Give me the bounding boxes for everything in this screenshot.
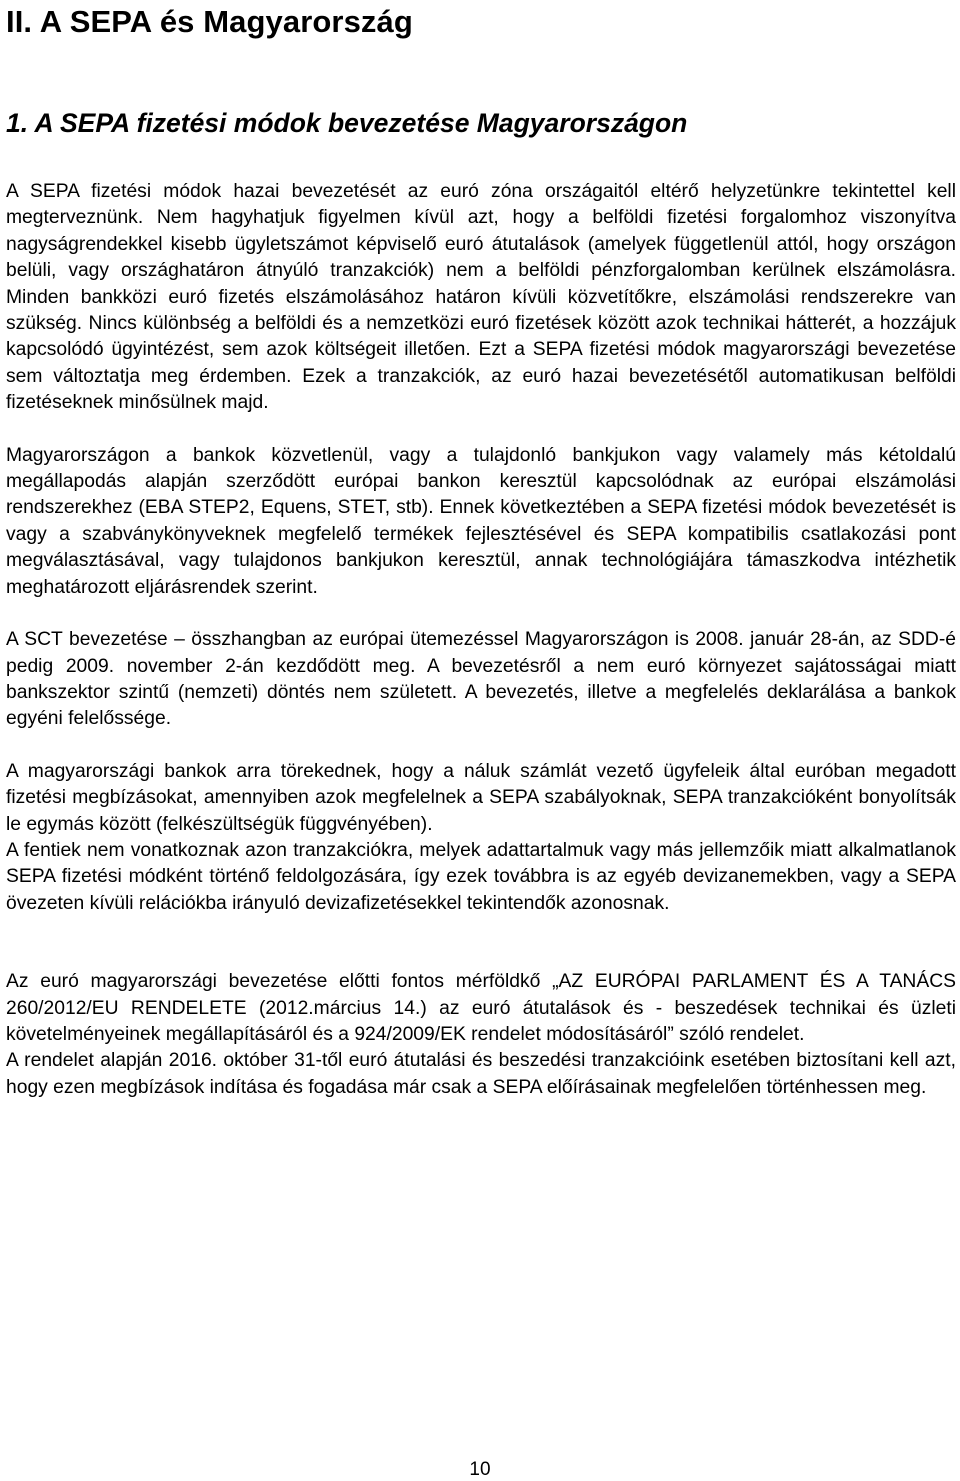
paragraph-eu-regulation: Az euró magyarországi bevezetése előtti fontos mérföldkő „AZ EURÓPAI PARLAMENT ÉS A TANÁCS 260/2012/EU RENDELETE (2012.március 14.) az euró átutalások és - beszedések technikai és üzleti követelményeinek megállapításáról és a 924/2009/EK rendelet módosításáról” szóló rendelet. bbox=[6, 971, 956, 1045]
paragraph-non-sepa-transactions: A fentiek nem vonatkoznak azon tranzakciókra, melyek adattartalmuk vagy más jellemzőik miatt alkalmatlanok SEPA fizetési módként történő feldolgozására, így ezek továbbra is az egyéb devizanemekben, vagy a SEPA övezeten kívüli relációkba irányuló devizafizetésekkel tekintendők azonosnak. bbox=[6, 839, 956, 914]
chapter-title: II. A SEPA és Magyarország bbox=[6, 4, 413, 39]
paragraph-sct-sdd-introduction: A SCT bevezetése – összhangban az európai ütemezéssel Magyarországon is 2008. január 28-án, az SDD-é pedig 2009. november 2-án kezdődött meg. A bevezetésről a nem euró környezet sajátosságai miatt bankszektor szintű (nemzeti) döntés nem született. A bevezetés, illetve a megfelelés deklarálása a bankok egyéni felelőssége. bbox=[6, 629, 956, 730]
page-number: 10 bbox=[469, 1459, 491, 1480]
paragraph-regulation-deadline: A rendelet alapján 2016. október 31-től euró átutalási és beszedési tranzakcióink esetében biztosítani kell azt, hogy ezen megbízások indítása és fogadása már csak a SEPA előírásainak megfelelően történhessen meg. bbox=[6, 1050, 956, 1098]
paragraph-bank-efforts: A magyarországi bankok arra törekednek, hogy a náluk számlát vezető ügyfeleik által euróban megadott fizetési megbízásokat, amennyiben azok megfelelnek a SEPA szabályoknak, SEPA tranzakcióként bonyolítsák le egymás között (felkészültségük függvényében). bbox=[6, 760, 956, 835]
paragraph-sepa-domestic-introduction: A SEPA fizetési módok hazai bevezetését az euró zóna országaitól eltérő helyzetünkre tekintettel kell megterveznünk. Nem hagyhatjuk figyelmen kívül azt, hogy a belföldi fizetési forgalomhoz viszonyítva nagyságrendekkel kisebb ügyletszámot képviselő euró átutalások (amelyek függetlenül attól, hogy országon belüli, vagy országhatáron átnyúló tranzakciók) nem a belföldi pénzforgalomban kerülnek elszámolásra. Minden bankközi euró fizetés elszámolásához határon kívüli közvetítőkre, elszámolási rendszerekre van szükség. Nincs különbség a belföldi és a nemzetközi euró fizetések között azok technikai hátterét, a hozzájuk kapcsolódó ügyintézést, sem azok költségeit illetően. Ezt a SEPA fizetési módok magyarországi bevezetése sem változtatja meg érdemben. Ezek a tranzakciók, az euró hazai bevezetésétől automatikusan belföldi fizetéseknek minősülnek majd. bbox=[6, 181, 956, 414]
document-page bbox=[6, 0, 956, 1101]
section-title: 1. A SEPA fizetési módok bevezetése Magyarországon bbox=[6, 108, 688, 138]
paragraph-bank-connections: Magyarországon a bankok közvetlenül, vagy a tulajdonló bankjukon vagy valamely más kétoldalú megállapodás alapján szerződött európai bankon keresztül kapcsolódnak az európai elszámolási rendszerekhez (EBA STEP2, Equens, STET, stb). Ennek következtében a SEPA fizetési módok bevezetését is vagy a szabványkönyveknek megfelelő termékek fejlesztésével és SEPA kompatibilis csatlakozási pont megválasztásával, vagy tulajdonos bankjukon keresztül, annak technológiájára támaszkodva intézhetik meghatározott eljárásrendek szerint. bbox=[6, 444, 956, 598]
